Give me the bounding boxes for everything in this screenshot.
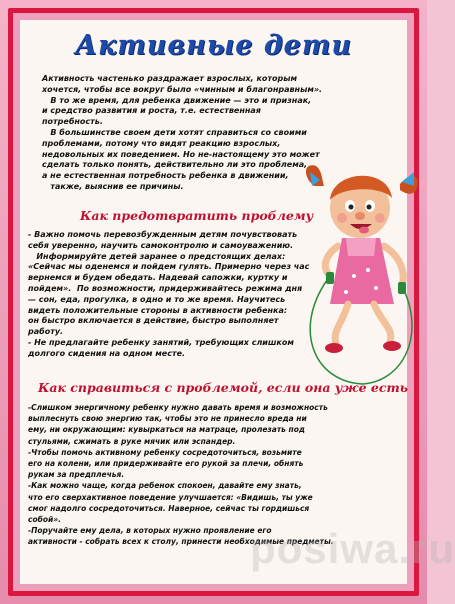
heading-prevent: Как предотвратить проблему [80, 208, 314, 223]
jumping-girl-illustration [302, 156, 422, 386]
section-cope-text: -Слишком энергичному ребенку нужно давать время и возможность выплеснуть свою энергию так, чтобы это не принесло вреда ни ему, ни окружающим: кувыркаться на матраце, пролезать под стульями, сжимать в руке мячик или эспандер. -Чтобы помочь активному ребенку сосредоточиться, возьмите его на колени, или придерживайте его рукой за плечи, обнять рукам за предплечья. -Как можно чаще, когда ребенок спокоен, давайте ему знать, что его сверхактивное поведение улучшается: «Видишь, ты уже смог надолго сосредоточиться. Наверное, сейчас ты гордишься собой». -Поручайте ему дела, в которых нужно проявление его активности - собрать всех к столу, принести необходимые предметы. [28, 403, 334, 547]
poster-paper [20, 20, 455, 584]
watermark: posiwa.ru [250, 525, 455, 572]
heading-cope: Как справиться с проблемой, если она уже есть [38, 380, 408, 395]
page-title: Активные дети [74, 30, 353, 61]
intro-text: Активность частенько раздражает взрослых, которым хочется, чтобы все вокруг было «чинным и благонравным». В то же время, для ребенка движение — это и признак, и средство развития и роста, т.е. естественная потребность. В большинстве своем дети хотят справиться со своими проблемами, потому что видят реакцию взрослых, недовольных их поведением. Но не-настоящему это может сделать только понять, действительно ли это проблема, а не естественная потребность ребенка в движении, также, выяснив ее причины. [42, 74, 323, 191]
section-prevent-text: - Важно помочь перевозбужденным детям почувствовать себя уверенно, научить самоконтролю и самоуважению. Информируйте детей заранее о предстоящих делах: «Сейчас мы оденемся и пойдем гулять. Примерно через час вернемся и будем обедать. Надевай сапожки, куртку и пойдем». По возможности, придерживайтесь режима дня — сон, еда, прогулка, в одно и то же время. Научитесь видеть положительные стороны в активности ребенка: он быстро включается в действие, быстро выполняет работу. - Не предлагайте ребенку занятий, требующих слишком долгого сидения на одном месте. [28, 230, 310, 358]
